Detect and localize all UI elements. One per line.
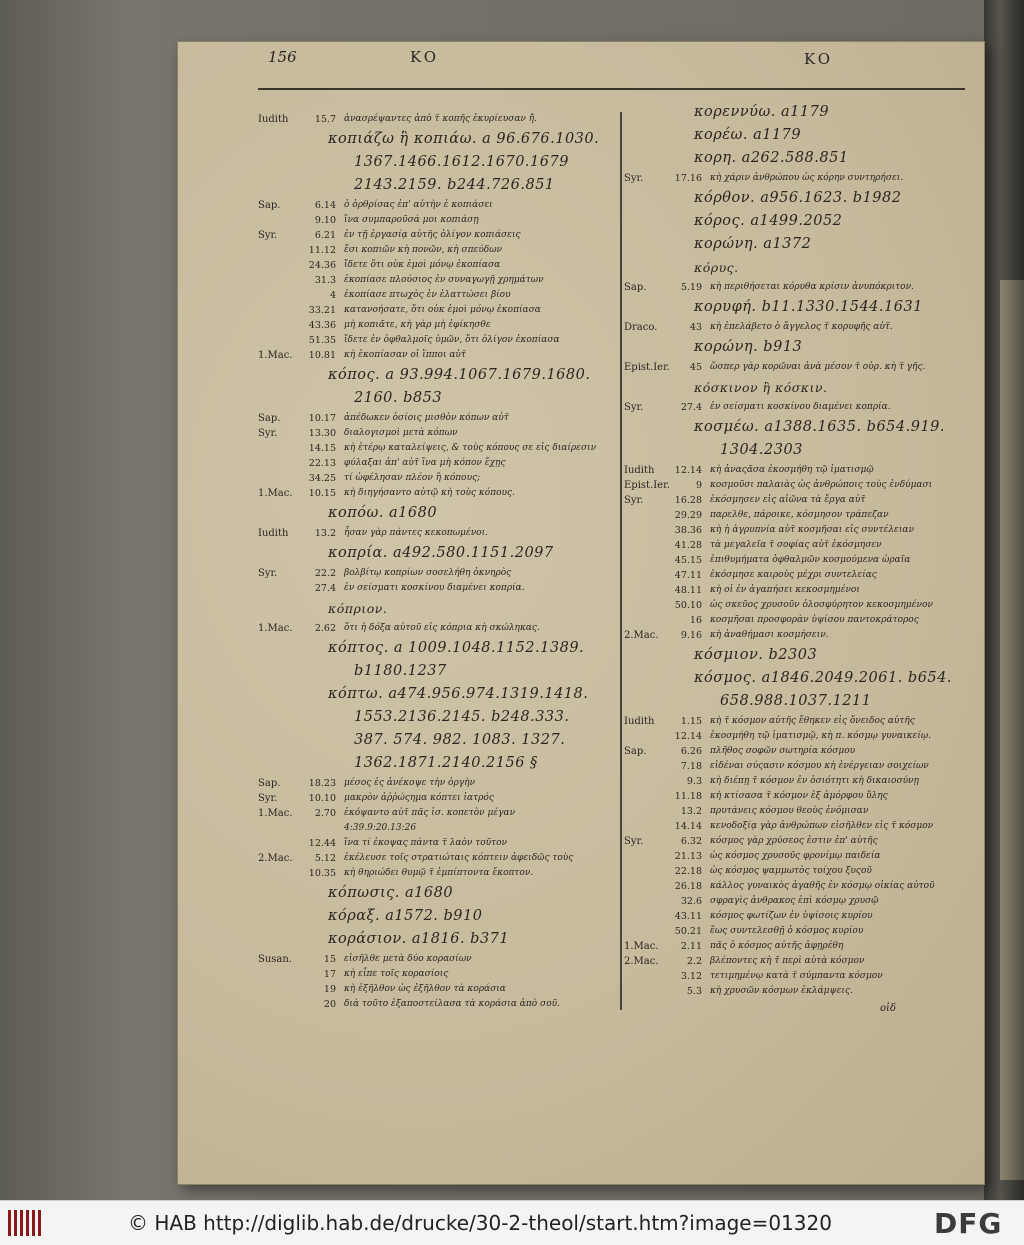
- quotation-text: ἵνα συμπαροῦσά μοι κοπιάσῃ: [344, 215, 479, 225]
- verse-reference: 38.36: [674, 525, 702, 536]
- concordance-entry: [258, 243, 618, 258]
- concordance-entry: [624, 478, 972, 493]
- concordance-entry: [258, 997, 618, 1012]
- verse-reference: 51.35: [308, 335, 336, 346]
- library-barcode-icon: [8, 1210, 44, 1236]
- quotation-text: ἐπιθυμήματα ὀφθαλμῶν κοσμούμενα ὡραῖα: [710, 555, 911, 565]
- quotation-text: κὴ τ̃ κόσμον αὐτῆς ἔθηκεν εἰς ὄνειδος αὐτῆς: [710, 716, 915, 726]
- concordance-entry: [258, 776, 618, 791]
- headword: κόρθον. a956.1623. b1982: [694, 190, 902, 206]
- concordance-entry: [258, 273, 618, 288]
- verse-reference: 15.7: [314, 114, 336, 125]
- quotation-text: μὴ κοπιᾶτε, κὴ γὰρ μὴ ἐφίκησθε: [344, 320, 491, 330]
- concordance-entry: [624, 523, 972, 538]
- quotation-text: κὴ ἀναςᾶσα ἐκοσμήθη τῷ ἱματισμῷ: [710, 465, 874, 475]
- book-name: Syr.: [258, 793, 278, 804]
- quotation-text: κὴ ἑτέρῳ καταλείψεις, & τοὺς κόπους σε εἰς διαίρεσιν: [344, 443, 597, 453]
- page-header: [268, 48, 968, 72]
- verse-reference: 2.2: [686, 956, 702, 967]
- headword: κόσκινον ἢ κόσκιν.: [694, 380, 828, 395]
- headword: κοπιάζω ἢ κοπιάω. a 96.676.1030.: [328, 131, 600, 147]
- quotation-text: εἰδέναι σύςασιν κόσμου κὴ ἐνέργειαν σοιχείων: [710, 761, 929, 771]
- verse-reference: 2.11: [680, 941, 702, 952]
- right-column: [624, 100, 972, 999]
- quotation-text: ἐκοπίασε πτωχὸς ἐν ἐλαττώσει βίου: [344, 290, 511, 300]
- book-name: Syr.: [624, 402, 644, 413]
- book-name: Syr.: [624, 495, 644, 506]
- concordance-entry: [258, 621, 618, 636]
- concordance-entry: [624, 984, 972, 999]
- concordance-entry: [624, 954, 972, 969]
- verse-reference: 12.14: [674, 731, 702, 742]
- quotation-text: ἐκόσμησεν εἰς αἰῶνα τὰ ἔργα αὐτ̃: [710, 495, 866, 505]
- concordance-entry: [258, 303, 618, 318]
- book-name: Sap.: [624, 746, 647, 757]
- quotation-text: ὡς σκεῦος χρυσοῦν ὁλοσφύρητον κεκοσμημένον: [710, 600, 933, 610]
- quotation-text: τί ὠφέλησαν πλέον ἢ κόπους;: [344, 473, 481, 483]
- concordance-entry: [258, 198, 618, 213]
- headword: κοπρία. a492.580.1151.2097: [328, 545, 554, 561]
- concordance-entry: [624, 744, 972, 759]
- headword: κόρος. a1499.2052: [694, 213, 843, 229]
- verse-reference: 11.12: [308, 245, 336, 256]
- quotation-text: κὴ περιθήσεται κόρυθα κρίσιν ἀνυπόκριτον.: [710, 282, 914, 292]
- quotation-text: 4:39.9:20.13:26: [344, 823, 417, 833]
- concordance-entry: [258, 333, 618, 348]
- verse-reference: 43: [689, 322, 702, 333]
- concordance-entry: [624, 819, 972, 834]
- verse-reference: 34.25: [308, 473, 336, 484]
- quotation-text: ὡς κόσμος χρυσοῦς φρονίμῳ παιδεία: [710, 851, 881, 861]
- verse-reference: 10.10: [308, 793, 336, 804]
- headword: κόρυς.: [694, 260, 739, 275]
- verse-reference: 45.15: [674, 555, 702, 566]
- concordance-entry: [258, 228, 618, 243]
- quotation-text: πλῆθος σοφῶν σωτηρία κόσμου: [710, 746, 856, 756]
- concordance-entry: [258, 866, 618, 881]
- headword: 2143.2159. b244.726.851: [354, 177, 555, 193]
- quotation-text: ἐν σείσματι κοσκίνου διαμένει κοπρία.: [710, 402, 891, 412]
- book-name: 1.Mac.: [624, 941, 659, 952]
- quotation-text: τὰ μεγαλεῖα τ̃ σοφίας αὐτ̃ ἐκόσμησεν: [710, 540, 882, 550]
- quotation-text: κόσμος γὰρ χρύσεος ἐστιν ἐπ' αὐτῆς: [710, 836, 878, 846]
- book-name: Iudith: [624, 465, 655, 476]
- concordance-entry: [624, 849, 972, 864]
- headword: κορώνη. b913: [694, 339, 803, 355]
- headword: κόσμιον. b2303: [694, 647, 818, 663]
- concordance-entry: [258, 318, 618, 333]
- concordance-entry: [624, 568, 972, 583]
- dfg-logo: DFG: [934, 1207, 1003, 1240]
- verse-reference: 12.44: [308, 838, 336, 849]
- verse-reference: 11.18: [674, 791, 702, 802]
- book-name: 1.Mac.: [258, 808, 293, 819]
- quotation-text: ὡς κόσμος ψαμμωτὸς τοίχου ξυςοῦ: [710, 866, 872, 876]
- concordance-entry: [624, 280, 972, 295]
- verse-reference: 45: [689, 362, 702, 373]
- quotation-text: κὴ διηγήσαντο αὐτῷ κὴ τοὺς κόπους.: [344, 488, 515, 498]
- concordance-entry: [258, 952, 618, 967]
- concordance-entry: [624, 789, 972, 804]
- verse-reference: 9.3: [686, 776, 702, 787]
- quotation-text: βλέποντες κὴ τ̃ περὶ αὐτὰ κόσμον: [710, 956, 865, 966]
- verse-reference: 3.12: [680, 971, 702, 982]
- concordance-entry: [624, 553, 972, 568]
- concordance-entry: [258, 426, 618, 441]
- concordance-entry: [624, 538, 972, 553]
- book-name: Syr.: [624, 836, 644, 847]
- verse-reference: 33.21: [308, 305, 336, 316]
- verse-reference: 6.21: [314, 230, 336, 241]
- quotation-text: κὴ διέπῃ τ̃ κόσμον ἐν ὁσιότητι κὴ δικαιοσύνῃ: [710, 776, 919, 786]
- verse-reference: 10.35: [308, 868, 336, 879]
- headword: b1180.1237: [354, 663, 447, 679]
- concordance-entry: [624, 969, 972, 984]
- concordance-entry: [258, 348, 618, 363]
- verse-reference: 24.36: [308, 260, 336, 271]
- concordance-entry: [258, 851, 618, 866]
- quotation-text: κατανοήσατε, ὅτι οὐκ ἐμοὶ μόνῳ ἐκοπίασα: [344, 305, 541, 315]
- book-name: Syr.: [624, 173, 644, 184]
- book-name: Draco.: [624, 322, 658, 333]
- quotation-text: ἐκοσμήθη τῷ ἱματισμῷ, κὴ π. κόσμῳ γυναικείῳ.: [710, 731, 932, 741]
- concordance-entry: [624, 909, 972, 924]
- verse-reference: 5.19: [680, 282, 702, 293]
- headword: κορη. a262.588.851: [694, 150, 849, 166]
- verse-reference: 9.16: [680, 630, 702, 641]
- quotation-text: τετιμημένῳ κατὰ τ̃ σύμπαντα κόσμον: [710, 971, 883, 981]
- quotation-text: ἕως συντελεσθῇ ὁ κόσμος κυρίου: [710, 926, 864, 936]
- quotation-text: φύλαξαι ἀπ' αὐτ̃ ἵνα μὴ κόπον ἔχῃς: [344, 458, 506, 468]
- concordance-entry: [258, 821, 618, 836]
- verse-reference: 29.29: [674, 510, 702, 521]
- concordance-entry: [624, 171, 972, 186]
- verse-reference: 22.18: [674, 866, 702, 877]
- quotation-text: ἐκοπίασε πλούσιος ἐν συναγωγῇ χρημάτων: [344, 275, 544, 285]
- headword: 1553.2136.2145. b248.333.: [354, 709, 570, 725]
- verse-reference: 6.14: [314, 200, 336, 211]
- book-name: Iudith: [258, 114, 289, 125]
- concordance-entry: [258, 526, 618, 541]
- quotation-text: ὁ ὀρθρίσας ἐπ' αὐτὴν ἐ κοπιάσει: [344, 200, 493, 210]
- quotation-text: κὴ χρυσῶν κόσμων ἐκλάμψεις.: [710, 986, 853, 996]
- concordance-entry: [258, 441, 618, 456]
- verse-reference: 21.13: [674, 851, 702, 862]
- book-name: 2.Mac.: [258, 853, 293, 864]
- concordance-entry: [258, 288, 618, 303]
- book-name: 2.Mac.: [624, 956, 659, 967]
- quotation-text: κὴ θηριώδει θυμῷ τ̃ ἐμπίπτοντα ἔκοπτον.: [344, 868, 534, 878]
- book-name: Iudith: [258, 528, 289, 539]
- book-name: 1.Mac.: [258, 350, 293, 361]
- concordance-entry: [624, 463, 972, 478]
- verse-reference: 10.81: [308, 350, 336, 361]
- quotation-text: κὴ οἱ ἐν ἀγαπήσει κεκοσμημένοι: [710, 585, 860, 595]
- footer-bar: [0, 1200, 1024, 1245]
- book-name: Epist.Ier.: [624, 362, 670, 373]
- concordance-entry: [624, 360, 972, 375]
- headword: κορεννύω. a1179: [694, 104, 830, 120]
- concordance-entry: [258, 566, 618, 581]
- verse-reference: 13.2: [314, 528, 336, 539]
- quotation-text: παρελθε, πάροικε, κόσμησον τράπεζαν: [710, 510, 889, 520]
- verse-reference: 32.6: [680, 896, 702, 907]
- concordance-entry: [258, 411, 618, 426]
- verse-reference: 5.12: [314, 853, 336, 864]
- concordance-entry: [258, 791, 618, 806]
- verse-reference: 17.16: [674, 173, 702, 184]
- verse-reference: 17: [323, 969, 336, 980]
- concordance-entry: [624, 939, 972, 954]
- quotation-text: διὰ τοῦτο ἐξαποστείλασα τὰ κοράσια ἀπὸ σοῦ.: [344, 999, 560, 1009]
- concordance-entry: [258, 112, 618, 127]
- header-rule: [258, 88, 965, 90]
- concordance-entry: [624, 714, 972, 729]
- verse-reference: 43.11: [674, 911, 702, 922]
- headword: κοσμέω. a1388.1635. b654.919.: [694, 419, 946, 435]
- quotation-text: κὴ εἶπε τοῖς κορασίοις: [344, 969, 449, 979]
- verse-reference: 31.3: [314, 275, 336, 286]
- concordance-entry: [258, 213, 618, 228]
- concordance-entry: [624, 613, 972, 628]
- verse-reference: 6.32: [680, 836, 702, 847]
- verse-reference: 5.3: [686, 986, 702, 997]
- quotation-text: μέσος ἐς ἀνέκοψε τὴν ὀργὴν: [344, 778, 475, 788]
- book-name: 1.Mac.: [258, 488, 293, 499]
- verse-reference: 48.11: [674, 585, 702, 596]
- quotation-text: ἐκόσμησε καιροὺς μέχρι συντελείας: [710, 570, 877, 580]
- left-running-head: KO: [410, 48, 440, 66]
- headword: κόπριον.: [328, 601, 388, 616]
- concordance-entry: [624, 864, 972, 879]
- verse-reference: 15: [323, 954, 336, 965]
- headword: κοπόω. a1680: [328, 505, 438, 521]
- quotation-text: ἔσι κοπιῶν κὴ πονῶν, κὴ σπεύδων: [344, 245, 503, 255]
- verse-reference: 13.30: [308, 428, 336, 439]
- concordance-entry: [624, 508, 972, 523]
- verse-reference: 10.17: [308, 413, 336, 424]
- column-divider: [620, 112, 622, 1010]
- concordance-entry: [624, 598, 972, 613]
- concordance-entry: [624, 774, 972, 789]
- verse-reference: 22.13: [308, 458, 336, 469]
- concordance-entry: [258, 471, 618, 486]
- verse-reference: 4: [329, 290, 336, 301]
- book-name: Syr.: [258, 230, 278, 241]
- verse-reference: 14.14: [674, 821, 702, 832]
- verse-reference: 27.4: [314, 583, 336, 594]
- book-name: Susan.: [258, 954, 293, 965]
- verse-reference: 50.21: [674, 926, 702, 937]
- headword: κορυφή. b11.1330.1544.1631: [694, 299, 923, 315]
- concordance-entry: [624, 834, 972, 849]
- verse-reference: 2.70: [314, 808, 336, 819]
- verse-reference: 2.62: [314, 623, 336, 634]
- quotation-text: μακρὸν ἀῤῥώςημα κόπτει ἰατρός: [344, 793, 494, 803]
- verse-reference: 12.14: [674, 465, 702, 476]
- headword: 1304.2303: [720, 442, 803, 458]
- quotation-text: πρυτάνεις κόσμου θεοὺς ἐνόμισαν: [710, 806, 869, 816]
- facing-page-edge: [1000, 280, 1024, 1180]
- quotation-text: ἐκέλευσε τοῖς στρατιώταις κόπτειν ἀφειδῶς τοὺς: [344, 853, 574, 863]
- verse-reference: 47.11: [674, 570, 702, 581]
- quotation-text: κενοδοξίᾳ γὰρ ἀνθρώπων εἰσῆλθεν εἰς τ̃ κόσμον: [710, 821, 934, 831]
- book-name: Sap.: [258, 413, 281, 424]
- book-name: Epist.Ier.: [624, 480, 670, 491]
- verse-reference: 7.18: [680, 761, 702, 772]
- headword: κόπτω. a474.956.974.1319.1418.: [328, 686, 589, 702]
- concordance-entry: [258, 486, 618, 501]
- headword: κόπτος. a 1009.1048.1152.1389.: [328, 640, 585, 656]
- verse-reference: 19: [323, 984, 336, 995]
- headword: 2160. b853: [354, 390, 443, 406]
- verse-reference: 16.28: [674, 495, 702, 506]
- book-name: 1.Mac.: [258, 623, 293, 634]
- concordance-entry: [258, 806, 618, 821]
- verse-reference: 6.26: [680, 746, 702, 757]
- headword: κόπωσις. a1680: [328, 885, 454, 901]
- verse-reference: 9: [695, 480, 702, 491]
- catchword: οἰδ: [880, 1003, 896, 1014]
- quotation-text: ἐν σείσματι κοσκίνου διαμένει κοπρία.: [344, 583, 525, 593]
- concordance-entry: [624, 924, 972, 939]
- book-name: 2.Mac.: [624, 630, 659, 641]
- quotation-text: σφραγὶς ἀνθρακος ἐπὶ κόσμῳ χρυσῷ: [710, 896, 879, 906]
- quotation-text: κὴ ἐξῆλθον ὡς ἐξῆλθον τὰ κοράσια: [344, 984, 506, 994]
- headword: 658.988.1037.1211: [720, 693, 872, 709]
- quotation-text: ἦσαν γὰρ πάντες κεκοπωμένοι.: [344, 528, 488, 538]
- left-column: [258, 112, 618, 1012]
- concordance-entry: [624, 759, 972, 774]
- quotation-text: ἀπέδωκεν ὁσίοις μισθὸν κόπων αὐτ̃: [344, 413, 509, 423]
- book-name: Iudith: [624, 716, 655, 727]
- quotation-text: εἰσῆλθε μετὰ δύο κορασίων: [344, 954, 472, 964]
- concordance-entry: [624, 729, 972, 744]
- book-name: Syr.: [258, 428, 278, 439]
- headword: κόραξ. a1572. b910: [328, 908, 483, 924]
- headword: κόπος. a 93.994.1067.1679.1680.: [328, 367, 591, 383]
- headword: κορέω. a1179: [694, 127, 802, 143]
- quotation-text: κοσμῆσαι προσφορὰν ὑψίσου παντοκράτορος: [710, 615, 919, 625]
- verse-reference: 16: [689, 615, 702, 626]
- headword: κοράσιον. a1816. b371: [328, 931, 510, 947]
- book-name: Sap.: [258, 200, 281, 211]
- concordance-entry: [624, 879, 972, 894]
- book-name: Syr.: [258, 568, 278, 579]
- headword: 1362.1871.2140.2156 §: [354, 755, 538, 771]
- quotation-text: κάλλος γυναικὸς ἀγαθῆς ἐν κόσμῳ οἰκίας αὐτοῦ: [710, 881, 935, 891]
- quotation-text: κοσμοῦσι παλαιὰς ὡς ἀνθρώποις τοὺς ἐνδύμασι: [710, 480, 933, 490]
- headword: κόσμος. a1846.2049.2061. b654.: [694, 670, 952, 686]
- verse-reference: 1.15: [680, 716, 702, 727]
- quotation-text: κὴ ἡ ἀγρυπνία αὐτ̃ κοσμῆσαι εἰς συντέλειαν: [710, 525, 914, 535]
- quotation-text: διαλογισμοὶ μετὰ κόπων: [344, 428, 458, 438]
- quotation-text: ἀνασρέψαντες ἀπὸ τ̃ κοπῆς ἐκυρίευσαν ἡ̃.: [344, 114, 537, 124]
- verse-reference: 10.15: [308, 488, 336, 499]
- verse-reference: 9.10: [314, 215, 336, 226]
- verse-reference: 18.23: [308, 778, 336, 789]
- right-running-head: KO: [804, 50, 834, 68]
- quotation-text: πᾶς ὁ κόσμος αὐτῆς ἀφῃρέθη: [710, 941, 844, 951]
- verse-reference: 14.15: [308, 443, 336, 454]
- quotation-text: βολβίτῳ κοπρίων σοσελήθη ὀκνηρὸς: [344, 568, 512, 578]
- concordance-entry: [258, 581, 618, 596]
- concordance-entry: [624, 804, 972, 819]
- quotation-text: κὴ ἐκοπίασαν οἱ ἵπποι αὐτ̃: [344, 350, 466, 360]
- quotation-text: ὥσπερ γὰρ κορῶναι ἀνὰ μέσον τ̃ οὐρ. κὴ τ̃ γῆς.: [710, 362, 926, 372]
- verse-reference: 22.2: [314, 568, 336, 579]
- quotation-text: κὴ κτίσασα τ̃ κόσμον ἐξ ἀμόρφου ὕλης: [710, 791, 888, 801]
- concordance-entry: [258, 836, 618, 851]
- concordance-entry: [258, 982, 618, 997]
- quotation-text: κὴ ἀναθήμασι κοσμήσειν.: [710, 630, 829, 640]
- quotation-text: ὅτι ἡ δόξα αὐτοῦ εἰς κόπρια κὴ σκώληκας.: [344, 623, 540, 633]
- verse-reference: 13.2: [680, 806, 702, 817]
- concordance-entry: [258, 456, 618, 471]
- concordance-entry: [624, 583, 972, 598]
- headword: 387. 574. 982. 1083. 1327.: [354, 732, 566, 748]
- concordance-entry: [258, 967, 618, 982]
- copyright-url[interactable]: © HAB http://diglib.hab.de/drucke/30-2-theol/start.htm?image=01320: [128, 1211, 832, 1235]
- book-name: Sap.: [624, 282, 647, 293]
- concordance-entry: [624, 628, 972, 643]
- verse-reference: 20: [323, 999, 336, 1010]
- verse-reference: 50.10: [674, 600, 702, 611]
- quotation-text: κὴ χάριν ἀνθρώπου ὡς κόρην συντηρήσει.: [710, 173, 904, 183]
- book-name: Sap.: [258, 778, 281, 789]
- verse-reference: 43.36: [308, 320, 336, 331]
- quotation-text: ἴδετε ἐν ὀφθαλμοῖς ὑμῶν, ὅτι ὀλίγον ἐκοπίασα: [344, 335, 560, 345]
- concordance-entry: [624, 493, 972, 508]
- quotation-text: ἴδετε ὅτι οὐκ ἐμοὶ μόνῳ ἐκοπίασα: [344, 260, 501, 270]
- quotation-text: ἵνα τί ἐκοψας πάντα τ̃ λαὸν τοῦτον: [344, 838, 507, 848]
- quotation-text: κὴ ἐπελάβετο ὁ ἄγγελος τ̃ κορυφῆς αὐτ̃.: [710, 322, 893, 332]
- headword: κορώνη. a1372: [694, 236, 812, 252]
- verse-reference: 41.28: [674, 540, 702, 551]
- quotation-text: ἐκόψαντο αὐτ̃ πᾶς ἰσ. κοπετὸν μέγαν: [344, 808, 516, 818]
- page-number: 156: [268, 48, 297, 66]
- concordance-entry: [258, 258, 618, 273]
- concordance-entry: [624, 320, 972, 335]
- quotation-text: κόσμος φωτίζων ἐν ὑψίσοις κυρίου: [710, 911, 873, 921]
- verse-reference: 26.18: [674, 881, 702, 892]
- verse-reference: 27.4: [680, 402, 702, 413]
- concordance-entry: [624, 894, 972, 909]
- quotation-text: ἐν τῇ ἐργασίᾳ αὐτῆς ὀλίγον κοπιάσεις: [344, 230, 521, 240]
- headword: 1367.1466.1612.1670.1679: [354, 154, 569, 170]
- concordance-entry: [624, 400, 972, 415]
